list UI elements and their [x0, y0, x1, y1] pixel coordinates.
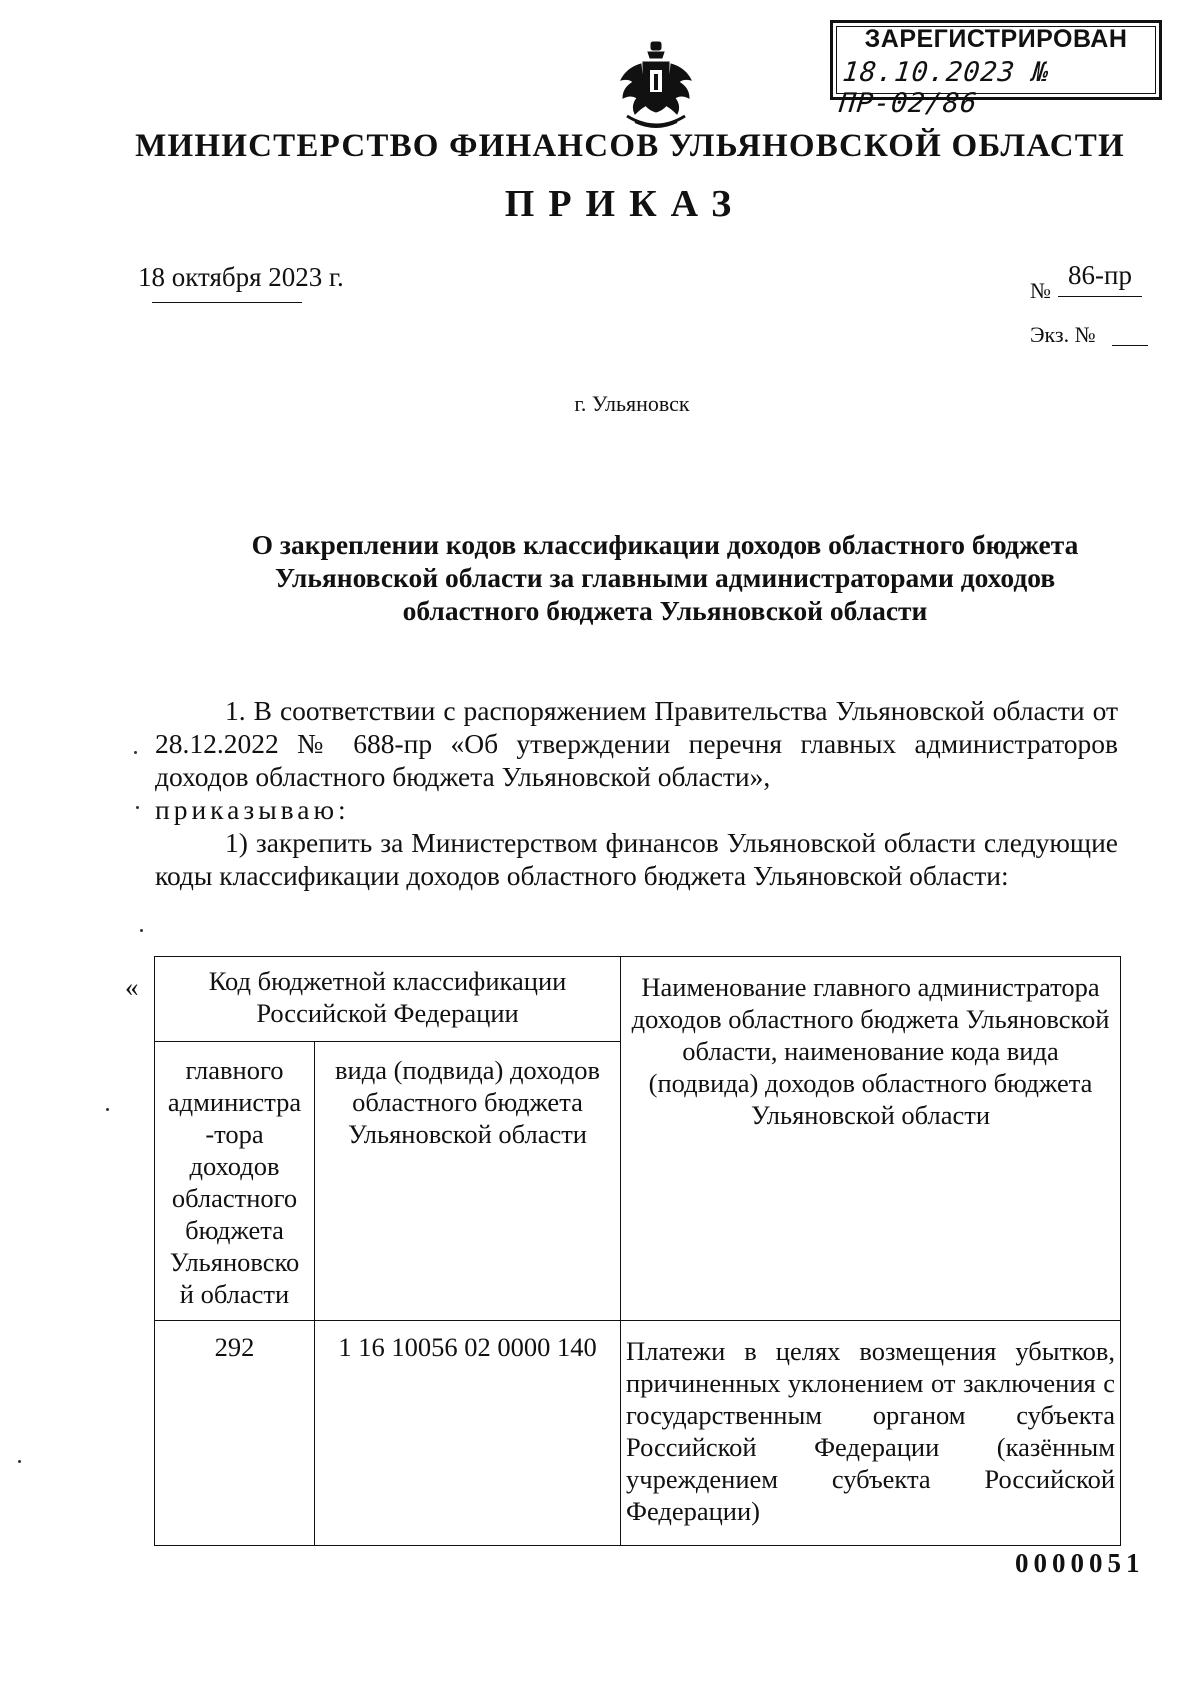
opening-quote: «: [125, 972, 139, 1002]
order-subject: [150, 528, 1180, 627]
header-admin-cell: главного администра -тора доходов областного бюджета Ульяновско й области: [155, 1042, 315, 1321]
scan-speck: [136, 806, 139, 809]
date-underline: [152, 302, 302, 303]
page-number: 0000051: [1015, 1548, 1145, 1578]
scan-speck: [134, 751, 137, 754]
copy-number-label: Экз. №: [1030, 322, 1096, 347]
scan-speck: [140, 929, 143, 932]
document-type: ПРИКАЗ: [504, 183, 746, 225]
order-word: приказываю:: [155, 794, 350, 825]
stamp-title: ЗАРЕГИСТРИРОВАН: [864, 25, 1128, 53]
header-code-cell: Код бюджетной классификации Российской Федерации: [155, 957, 621, 1042]
subject-line: Ульяновской области за главными администраторами доходов: [274, 562, 1056, 593]
subject-line: областного бюджета Ульяновской области: [402, 595, 928, 626]
scan-speck: [106, 1108, 109, 1111]
order-number: 86-пр: [1068, 260, 1132, 290]
scan-speck: [18, 1460, 21, 1463]
registration-stamp: [830, 20, 1162, 119]
admin-code-cell: 292: [155, 1321, 315, 1546]
stamp-registration-number: 18.10.2023 № ПР-02/86: [837, 57, 1052, 119]
coat-of-arms-icon: [615, 40, 697, 132]
header-name-cell: Наименование главного администратора доходов областного бюджета Ульяновской области, наименование кода вида (подвида) доходов областного бюджета Ульяновской области: [621, 957, 1121, 1321]
copy-number-underline: [1112, 345, 1148, 346]
ministry-name: МИНИСТЕРСТВО ФИНАНСОВ УЛЬЯНОВСКОЙ ОБЛАСТИ: [135, 128, 1125, 164]
paragraph-1: 1. В соответствии с распоряжением Правительства Ульяновской области от 28.12.2022 № 688-пр «Об утверждении перечня главных администраторов доходов областного бюджета Ульяновской области»,: [155, 695, 1118, 792]
paragraph-2: 1) закрепить за Министерством финансов Ульяновской области следующие коды классификации доходов областного бюджета Ульяновской области:: [155, 827, 1118, 891]
order-date: 18 октября 2023 г.: [138, 262, 344, 292]
city: г. Ульяновск: [574, 391, 690, 416]
table-row: [155, 1321, 1121, 1546]
description-cell: Платежи в целях возмещения убытков, причиненных уклонением от заключения с государственным органом субъекта Российской Федерации (казённым учреждением субъекта Российской Федерации): [621, 1321, 1121, 1546]
table-header-row: [155, 957, 1121, 1042]
header-kind-cell: вида (подвида) доходов областного бюджета Ульяновской области: [315, 1042, 621, 1321]
subject-line: О закреплении кодов классификации доходов областного бюджета: [251, 529, 1079, 560]
classification-table: [154, 956, 1121, 1546]
number-underline: [1058, 296, 1142, 297]
kind-code-cell: 1 16 10056 02 0000 140: [315, 1321, 621, 1546]
number-sign: №: [1030, 278, 1051, 303]
